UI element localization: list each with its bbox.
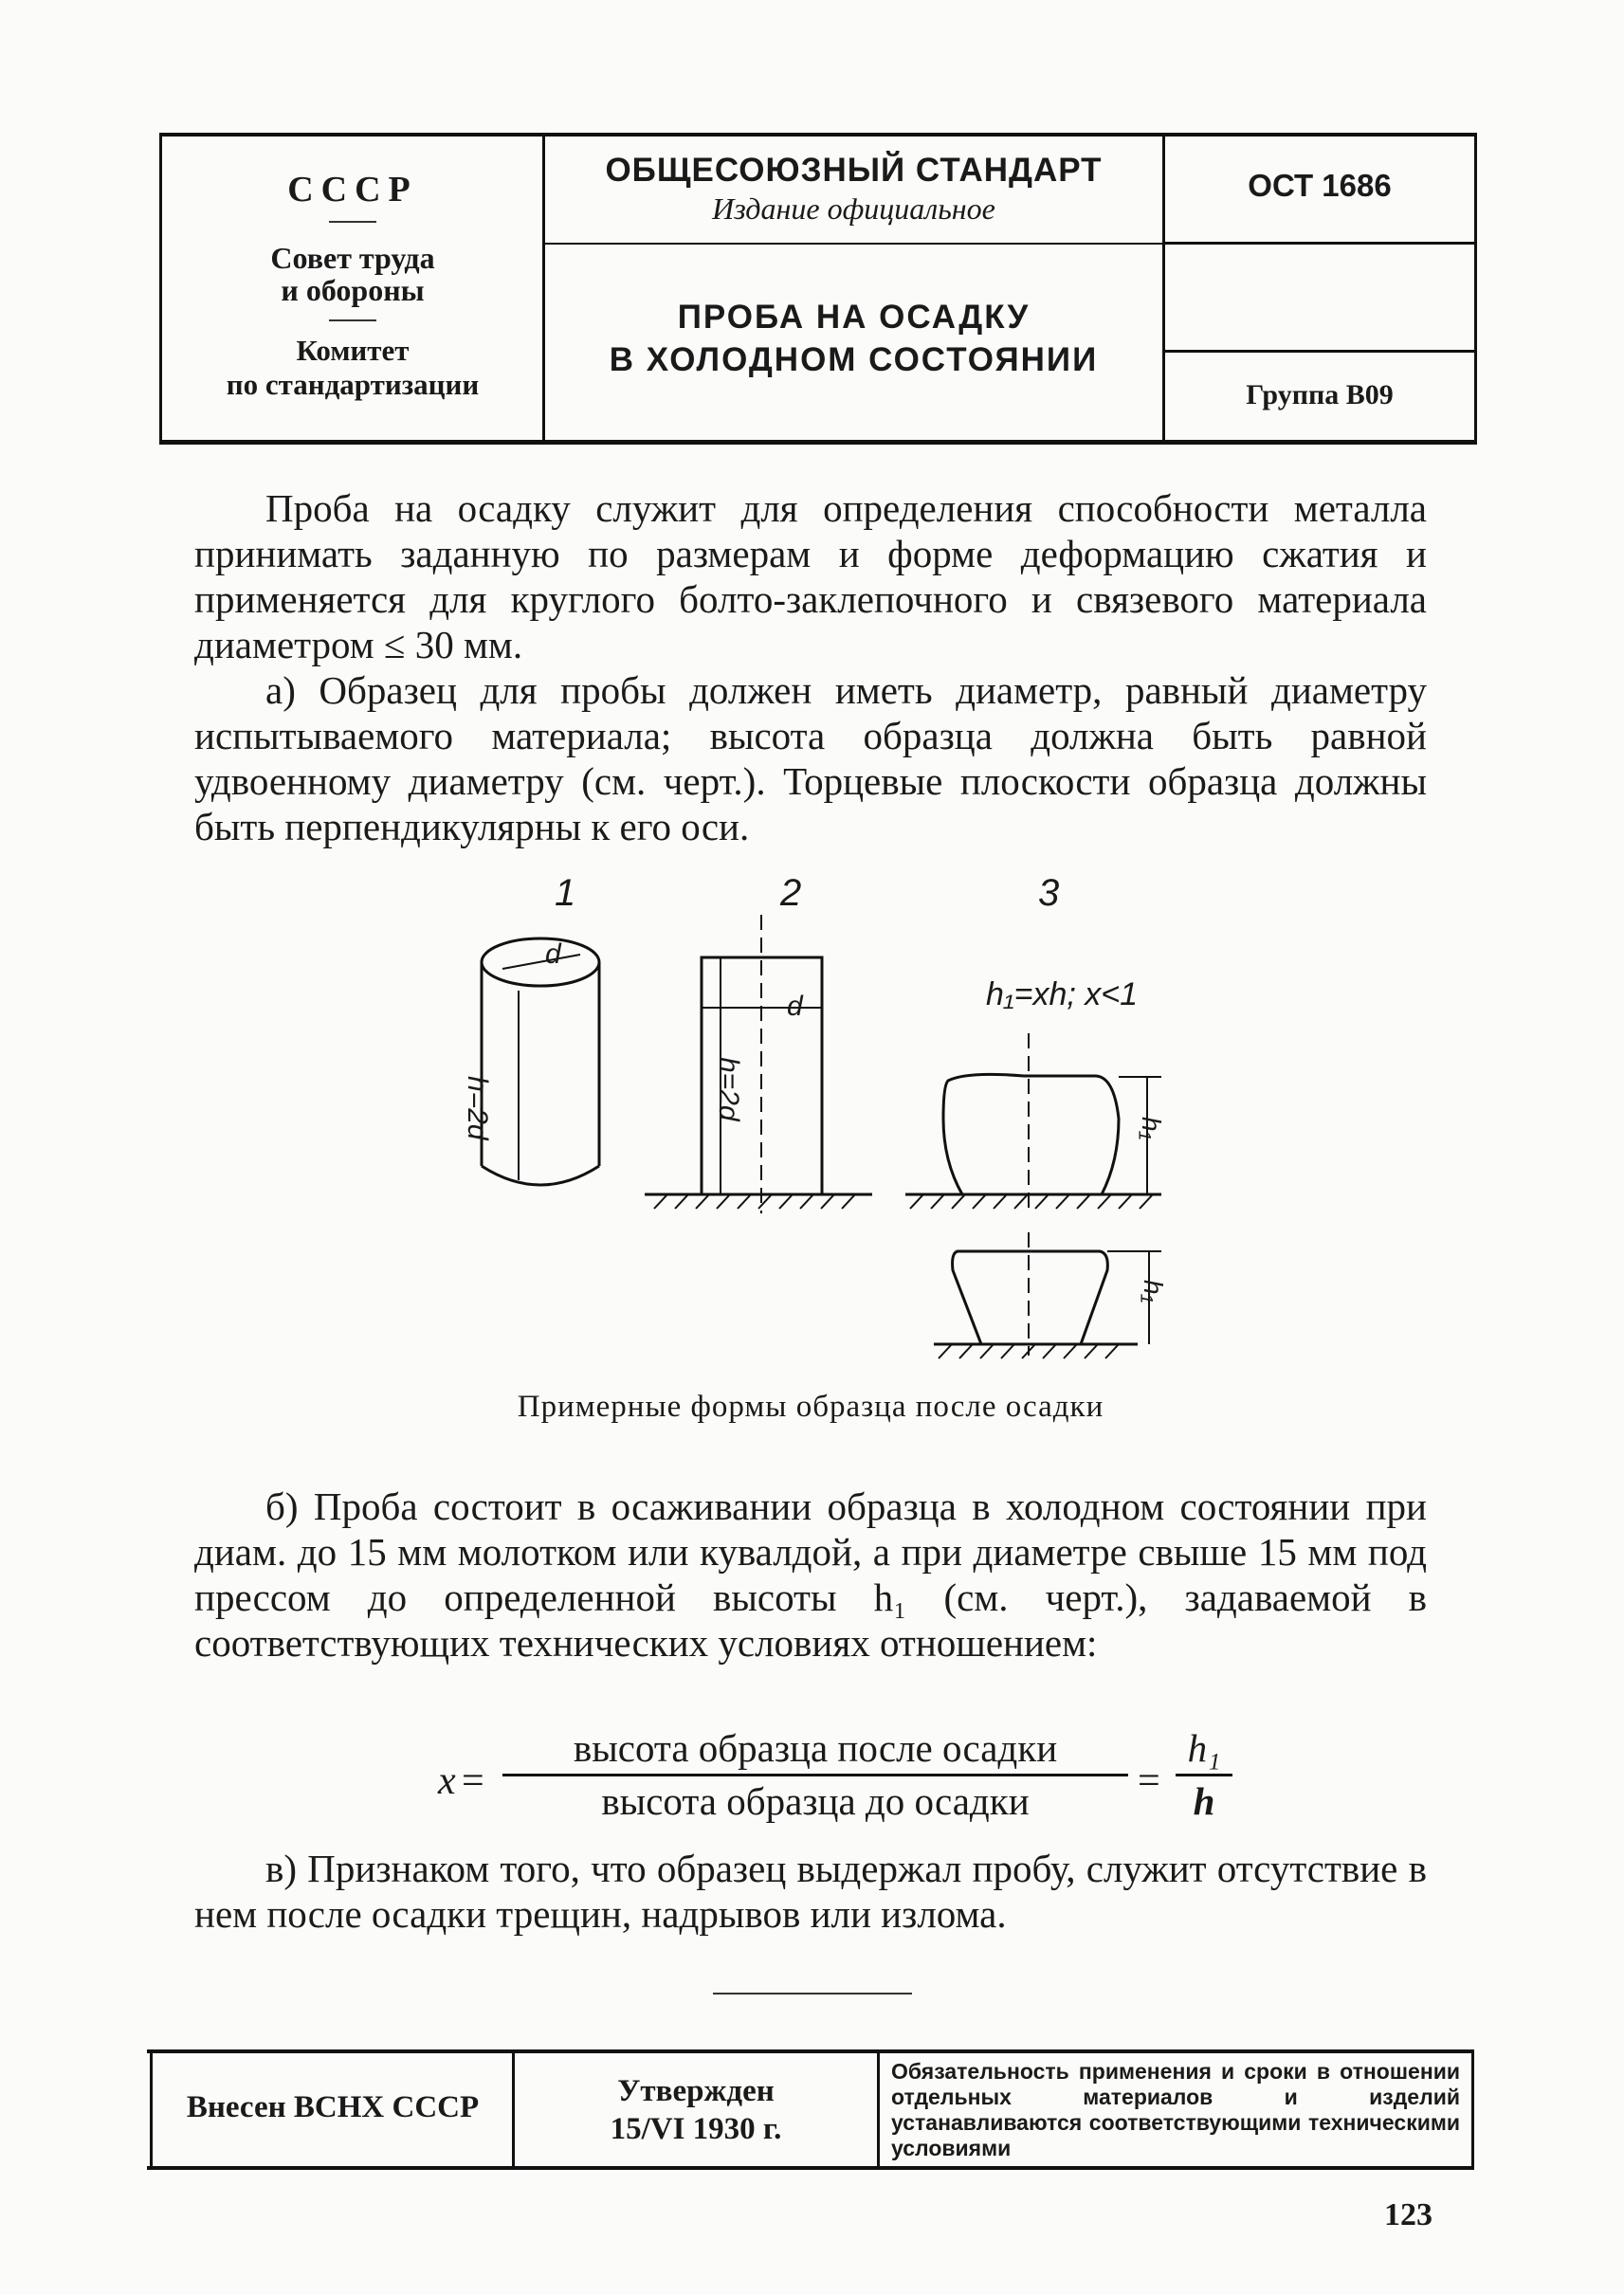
- footer-obligation: Обязательность применения и сроки в отношении отдельных материалов и изделий устанавливаются соответствующими техническими условиями: [891, 2059, 1460, 2160]
- header-bottom-rule: [159, 440, 1477, 445]
- paragraph-intro: Проба на осадку служит для определения способности металла принимать заданную по размерам и форме деформацию сжатия и применяется для круглого болто-заклепочного и связевого материала диаметром ≤ 30 мм.: [194, 486, 1427, 666]
- paragraph-item-c: в) Признаком того, что образец выдержал пробу, служит отсутствие в нем после осадки трещин, надрывов или излома.: [194, 1847, 1427, 1936]
- formula-numerator: высота образца после осадки: [573, 1726, 1058, 1770]
- formula-denominator: высота образца до осадки: [601, 1779, 1030, 1823]
- text-block-b: [194, 1484, 1427, 1666]
- header-top-rule: [159, 133, 1477, 137]
- page-number: 123: [1384, 2197, 1432, 2232]
- footer-divider-2: [877, 2049, 880, 2170]
- org-council: Совет труда и обороны: [270, 241, 435, 307]
- dim-h1-trapezoid: h₁: [1139, 1280, 1168, 1303]
- formula-fraction-bar: [502, 1774, 1128, 1776]
- dim-d-specimen-2: d: [787, 991, 803, 1022]
- standard-title-line2: В ХОЛОДНОМ СОСТОЯНИИ: [609, 341, 1099, 378]
- footer-submitted: Внесен ВСНХ СССР: [186, 2090, 480, 2124]
- figure-caption: Примерные формы образца после осадки: [517, 1390, 1104, 1424]
- footer-divider-1: [512, 2049, 515, 2170]
- header-mid-rule: [545, 243, 1162, 245]
- formula-equals-1: =: [462, 1759, 484, 1803]
- header-left-border: [159, 133, 162, 445]
- figure-label-1: 1: [555, 872, 576, 914]
- edition-label: Издание официальное: [712, 191, 995, 226]
- standard-group: Группа В09: [1246, 379, 1394, 410]
- header-right-border: [1474, 133, 1477, 445]
- text-block-c: [194, 1846, 1427, 1937]
- standard-code: ОСТ 1686: [1248, 168, 1392, 203]
- dim-h2d-specimen-2: h=2d: [713, 1057, 744, 1121]
- figure-label-2: 2: [780, 872, 802, 914]
- figure-label-3: 3: [1038, 872, 1060, 914]
- footer-approved-line1: Утвержден: [617, 2074, 775, 2108]
- dim-d-specimen-1: d: [545, 938, 561, 970]
- end-separator: [713, 1993, 912, 1994]
- formula-h1: h₁=xh; x<1: [986, 976, 1139, 1012]
- footer-right-border: [1471, 2049, 1474, 2170]
- formula-lhs: x: [438, 1759, 456, 1803]
- org-separator-1: [329, 221, 376, 223]
- specimen-1-cylinder: [482, 938, 599, 1185]
- org-country: СССР: [287, 170, 418, 209]
- org-separator-2: [329, 319, 376, 321]
- dim-h2d-specimen-1: h=2d: [462, 1076, 493, 1140]
- dim-h1-barrel: h₁: [1137, 1117, 1166, 1140]
- text-block-intro: [194, 485, 1427, 849]
- formula-rhs-bar: [1176, 1774, 1232, 1776]
- specimen-3-trapezoid: [934, 1232, 1161, 1356]
- specimen-2-prism: [645, 915, 872, 1213]
- standard-type: ОБЩЕСОЮЗНЫЙ СТАНДАРТ: [605, 152, 1103, 189]
- standard-title-line1: ПРОБА НА ОСАДКУ: [677, 299, 1031, 336]
- footer-left-border: [150, 2049, 153, 2170]
- formula-equals-2: =: [1138, 1759, 1160, 1803]
- footer-top-rule: [147, 2049, 1474, 2053]
- header-right-rule-1: [1165, 242, 1474, 245]
- paragraph-item-a: а) Образец для пробы должен иметь диаметр, равный диаметру испытываемого материала; высота образца должна быть равной удвоенному диаметру (см. черт.). Торцевые плоскости образца должны быть перпендикулярны к его оси.: [194, 668, 1427, 848]
- specimen-3-barrel: [905, 1033, 1161, 1209]
- footer-bottom-rule: [147, 2166, 1474, 2170]
- footer-approved-line2: 15/VI 1930 г.: [610, 2112, 782, 2146]
- header-right-rule-2: [1165, 350, 1474, 353]
- paragraph-item-b: б) Проба состоит в осаживании образца в холодном состоянии при диам. до 15 мм молотком или кувалдой, а при диаметре свыше 15 мм под прессом до определенной высоты h₁ (см. черт.), задаваемой в соответствующих технических условиях отношением:: [194, 1484, 1427, 1665]
- formula-rhs-denominator: h: [1193, 1779, 1215, 1823]
- formula-rhs-numerator: h₁: [1187, 1726, 1221, 1770]
- org-committee: Комитет по стандартизации: [226, 334, 480, 401]
